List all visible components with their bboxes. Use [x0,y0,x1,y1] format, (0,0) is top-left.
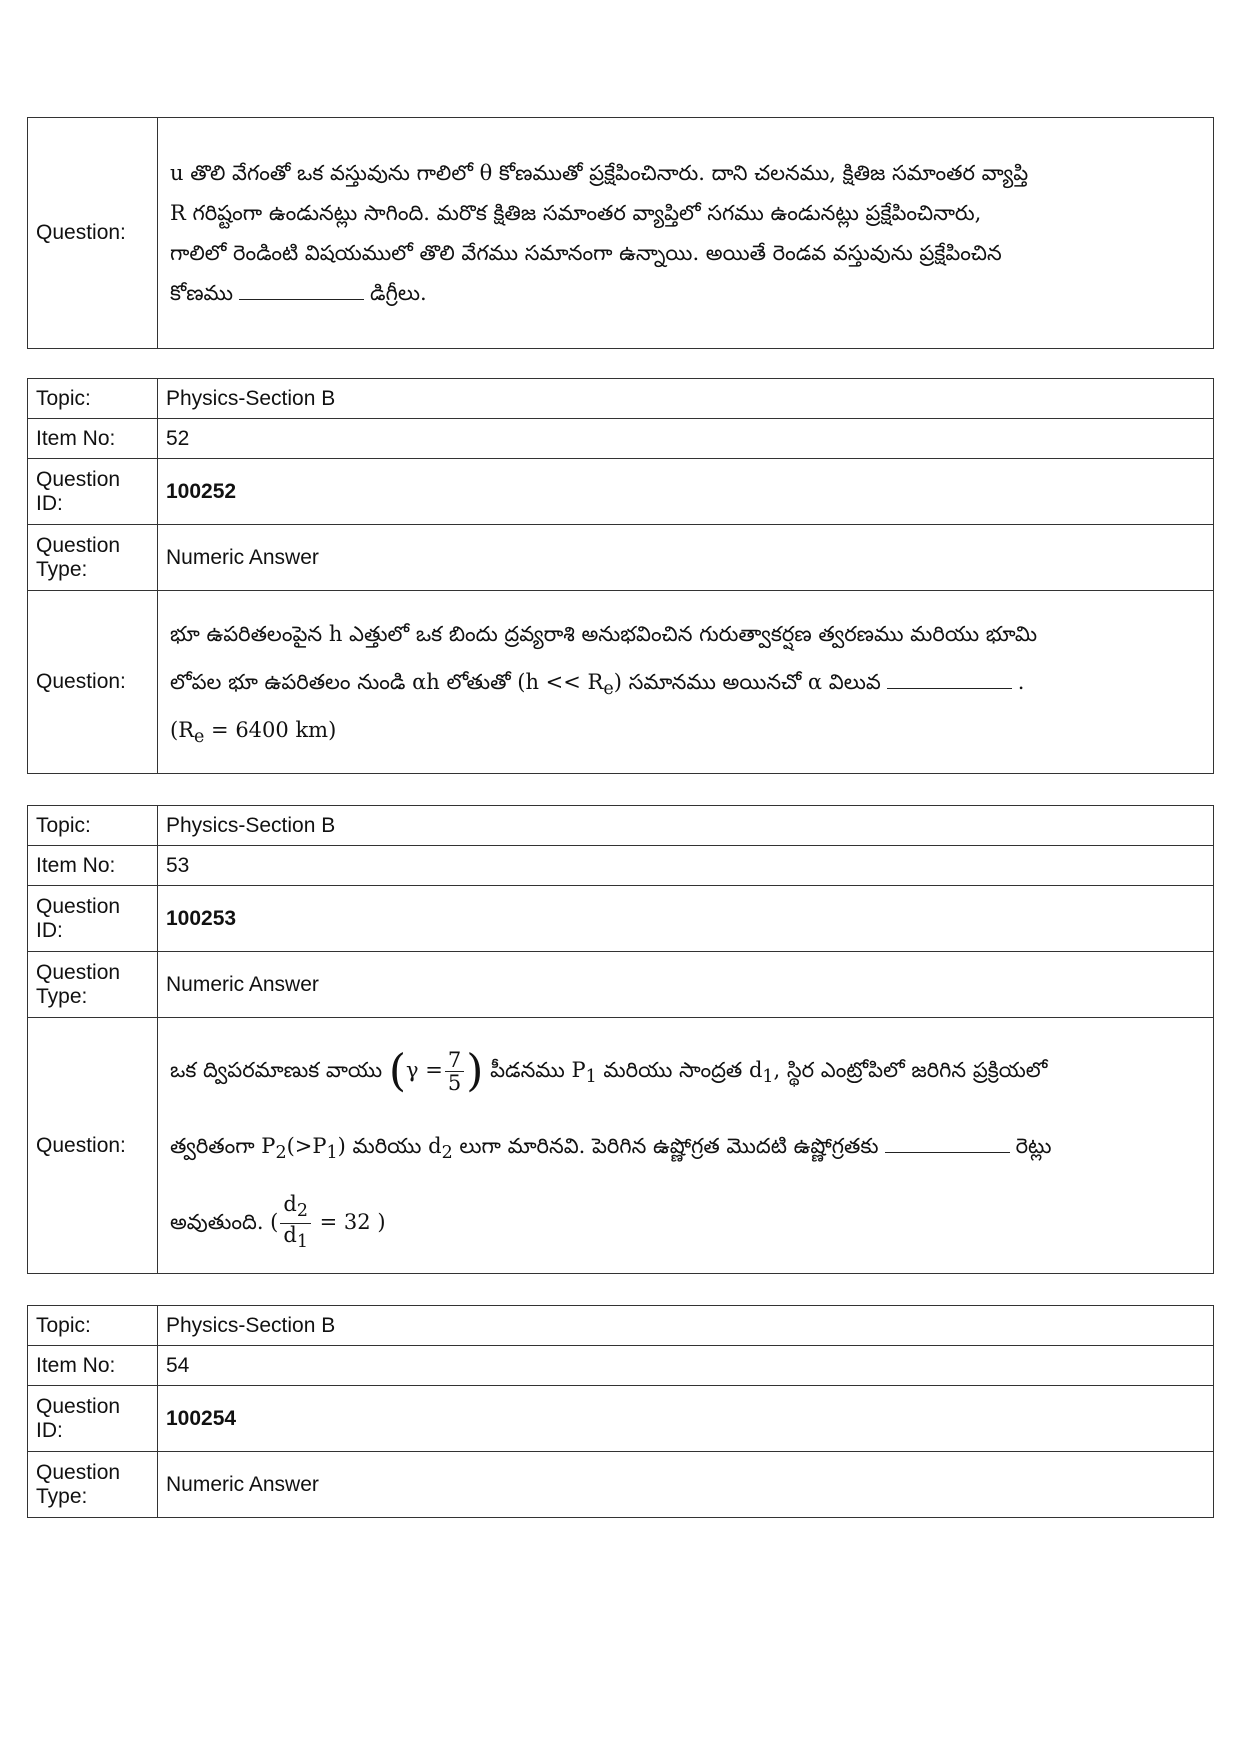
density-ratio-fraction: $\frac{d_2}{d_1}$ [280,1193,311,1252]
answer-blank [885,1134,1010,1153]
question-type-value: Numeric Answer [158,525,1214,591]
question-type-value: Numeric Answer [158,1452,1214,1518]
question-type-label: Question Type: [28,525,158,591]
question-block-51 [27,117,1214,349]
item-no-label: Item No: [28,1346,158,1386]
question-label: Question: [28,1018,158,1274]
question-id-value: 100254 [158,1386,1214,1452]
question-line: u తొలి వేగంతో ఒక వస్తువును గాలిలో θ కోణముతో ప్రక్షేపించినారు. దాని చలనము, క్షితిజ సమాంతర వ్యాప్తి [170,161,1029,185]
topic-label: Topic: [28,806,158,846]
question-text [158,1018,1214,1274]
item-no-value: 54 [158,1346,1214,1386]
question-text [158,118,1214,349]
question-line: R గరిష్టంగా ఉండునట్లు సాగింది. మరొక క్షితిజ సమాంతర వ్యాప్తిలో సగము ఉండునట్లు ప్రక్షేపించినారు, [170,201,982,225]
question-line: గాలిలో రెండింటి విషయములో తొలి వేగము సమానంగా ఉన్నాయి. అయితే రెండవ వస్తువును ప్రక్షేపించిన [170,241,1002,265]
item-no-label: Item No: [28,846,158,886]
question-block-54 [27,1305,1214,1518]
question-line: త్వరితంగా $P_2(>P_1)$ మరియు $d_2$ లుగా మారినవి. పెరిగిన ఉష్ణోగ్రత మొదటి ఉష్ణోగ్రతకు రెట్లు [170,1133,1052,1163]
question-line: లోపల భూ ఉపరితలం నుండి αh లోతుతో $(h << R_e)$ సమానము అయినచో α విలువ . [170,670,1025,700]
question-id-label: Question ID: [28,1386,158,1452]
question-type-label: Question Type: [28,1452,158,1518]
question-id-label: Question ID: [28,886,158,952]
question-id-value: 100253 [158,886,1214,952]
question-id-value: 100252 [158,459,1214,525]
question-text [158,591,1214,774]
question-line: కోణము డిగ్రీలు. [170,281,427,305]
gamma-fraction: $\frac{7}{5}$ [445,1049,464,1094]
topic-value: Physics-Section B [158,1306,1214,1346]
question-type-label: Question Type: [28,952,158,1018]
question-line: ($R_e = 6400$ km) [170,718,337,748]
question-block-53 [27,805,1214,1274]
question-type-value: Numeric Answer [158,952,1214,1018]
answer-blank [887,670,1012,689]
question-id-label: Question ID: [28,459,158,525]
question-block-52 [27,378,1214,774]
topic-value: Physics-Section B [158,379,1214,419]
question-label: Question: [28,591,158,774]
item-no-label: Item No: [28,419,158,459]
question-line: అవుతుంది. ( $\frac{d_2}{d_1}$ = 32 ) [170,1192,386,1252]
topic-label: Topic: [28,379,158,419]
topic-value: Physics-Section B [158,806,1214,846]
question-line: భూ ఉపరితలంపైన h ఎత్తులో ఒక బిందు ద్రవ్యరాశి అనుభవించిన గురుత్వాకర్షణ త్వరణము మరియు భూమి [170,622,1038,646]
question-label: Question: [28,118,158,349]
item-no-value: 53 [158,846,1214,886]
answer-blank [239,281,364,300]
item-no-value: 52 [158,419,1214,459]
question-line: ఒక ద్విపరమాణుక వాయు (γ = $\frac{7}{5}$ ) పీడనము $P_1$ మరియు సాంద్రత $d_1$, స్థిర ఎంట్రోపిలో జరిగిన ప్రక్రియలో [170,1045,1048,1096]
topic-label: Topic: [28,1306,158,1346]
